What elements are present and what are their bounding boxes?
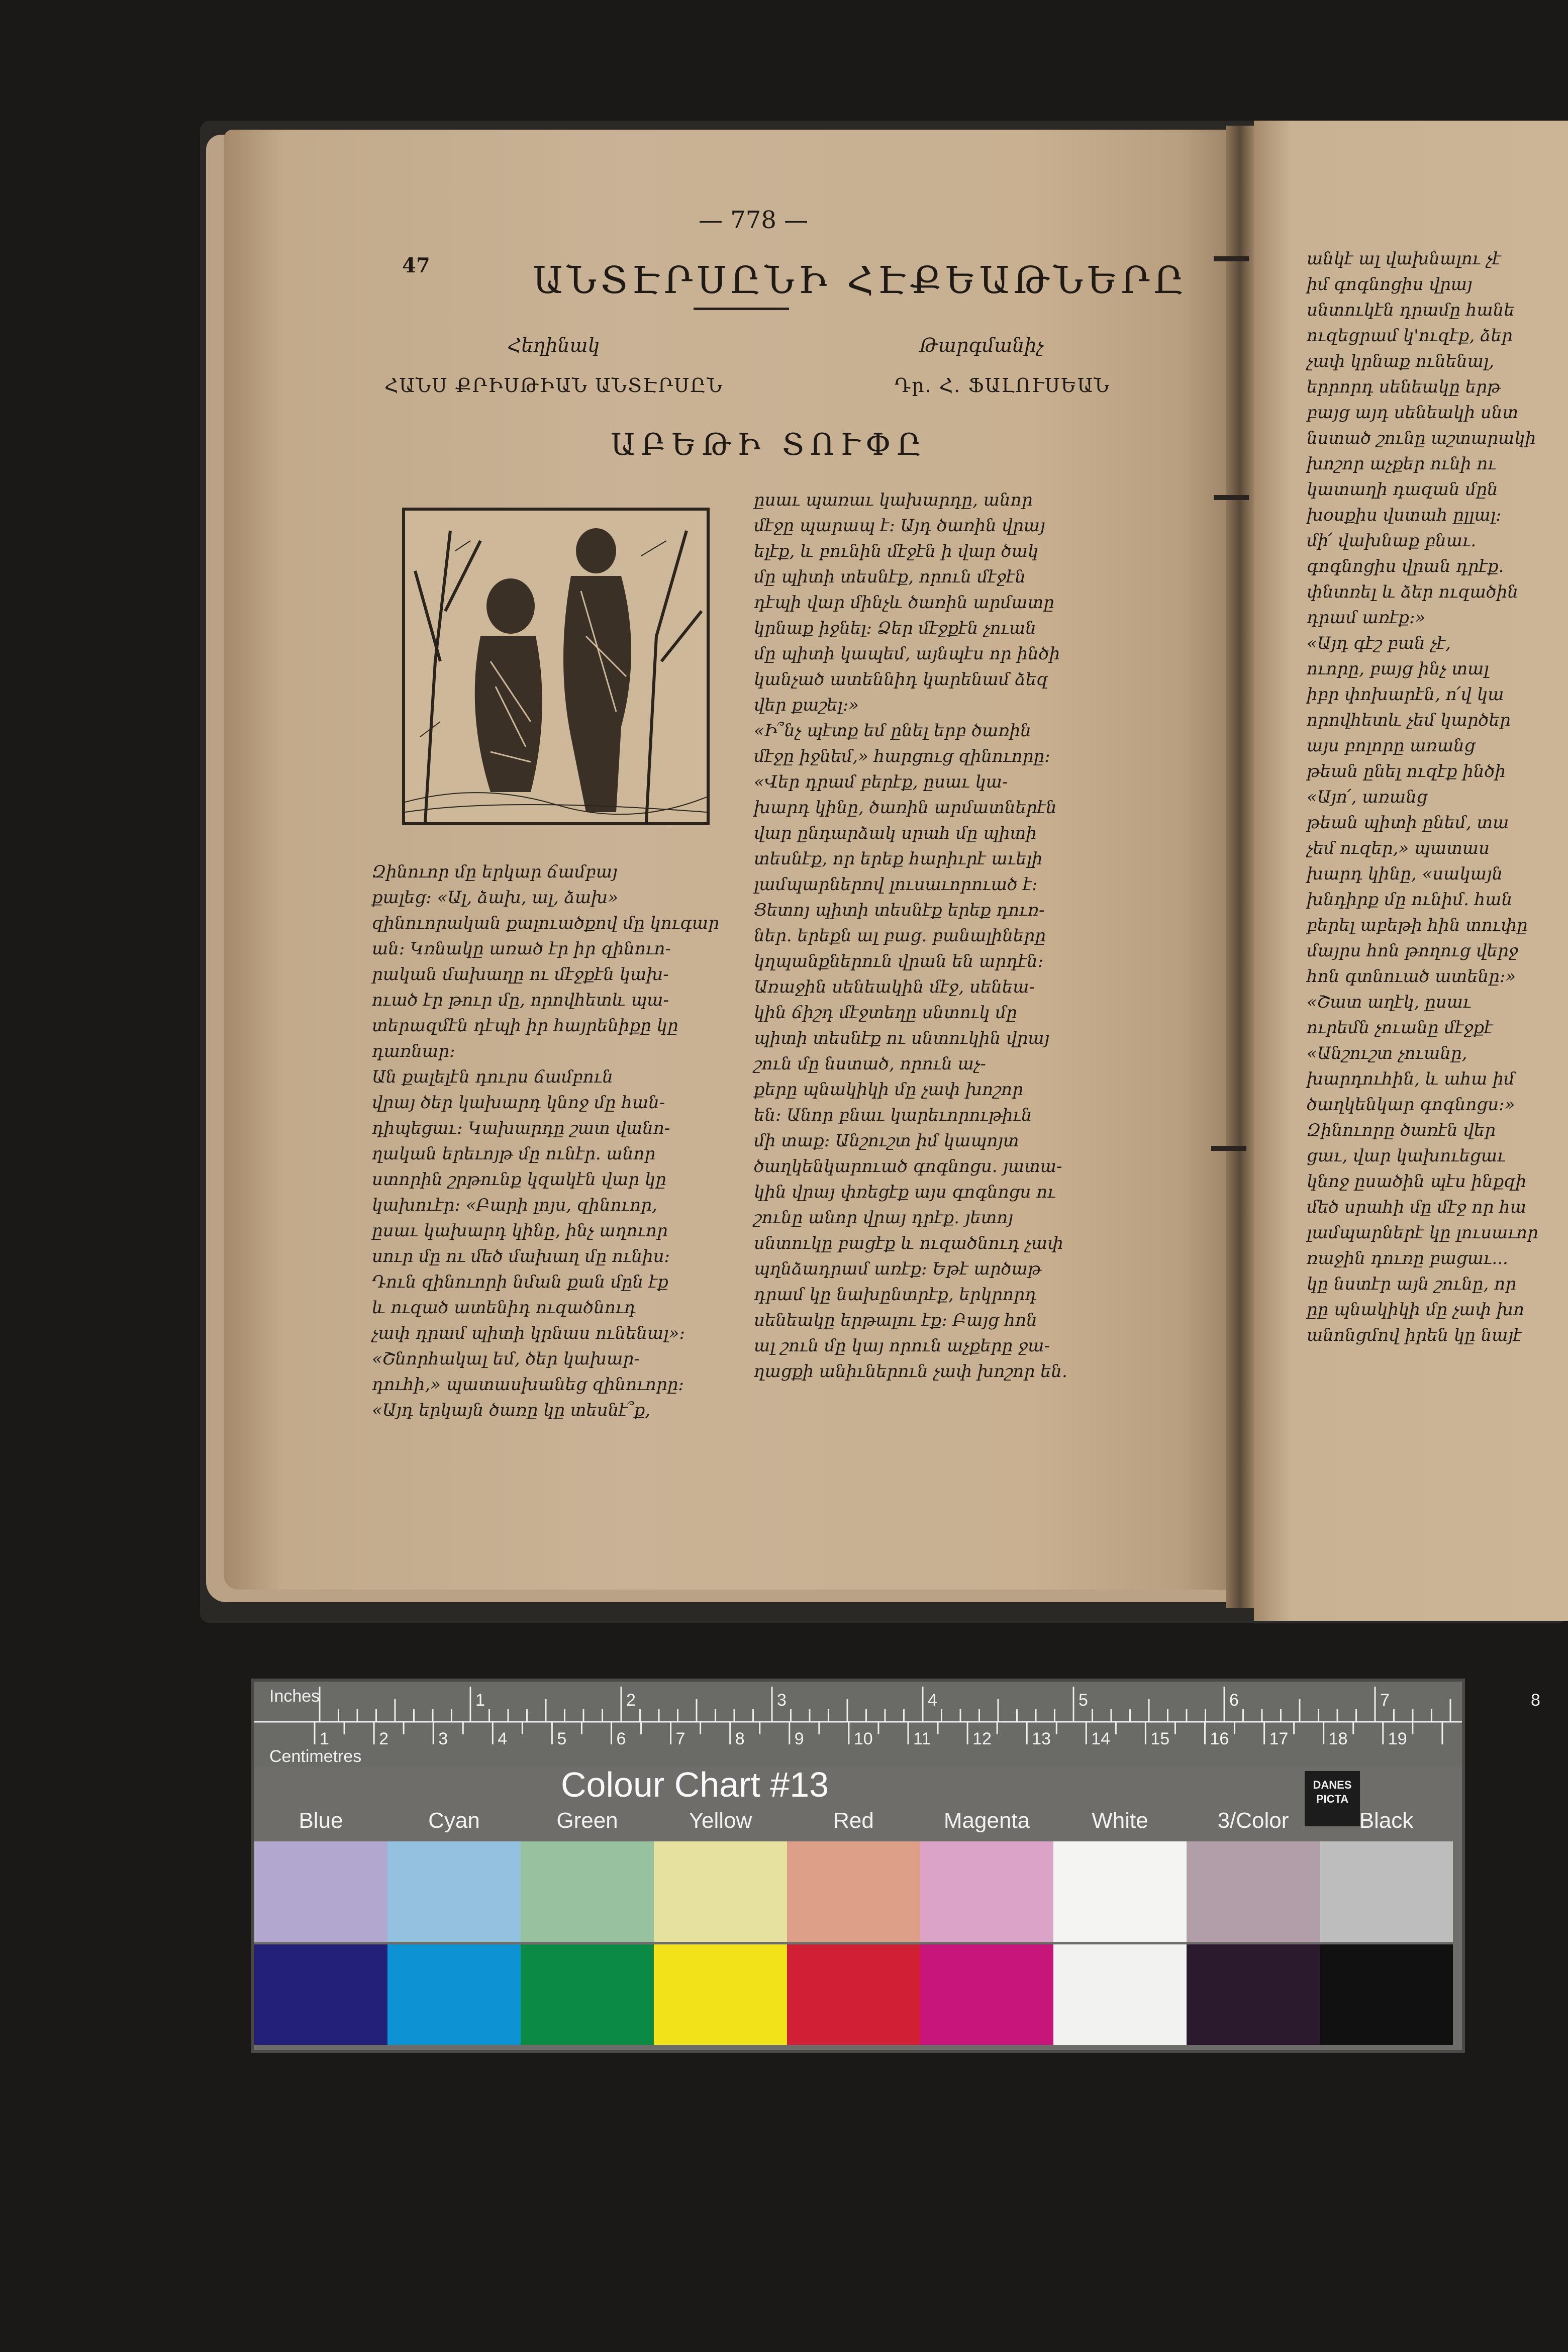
inches-label: Inches	[269, 1687, 320, 1706]
text-line: կատաղի դազան մըն	[1307, 479, 1498, 500]
text-line: անոնցմով իրեն կը նայէ	[1307, 1325, 1522, 1345]
text-line: մը պիտի կապեմ, այնպէս որ ինծի	[754, 644, 1060, 664]
text-line: Զինուոր մը երկար ճամբայ	[372, 862, 618, 882]
series-title: ԱՆՏԷՐՍԸՆԻ ՀԷՔԵԱԹՆԵՐԸ	[533, 259, 1188, 302]
cm-number: 6	[616, 1729, 626, 1748]
inch-number: 1	[475, 1691, 485, 1710]
text-line: զինուորական քալուածքով մը կուգար	[372, 913, 720, 933]
text-line: ծաղկենկարուած գոգնոցս. յատա-	[754, 1156, 1062, 1177]
author-label: Հեղինակ	[508, 334, 600, 356]
colour-swatch-dark	[387, 1944, 521, 2045]
text-line: և ուզած ատենիդ ուզածնուդ	[372, 1298, 636, 1318]
text-line: Դուն զինուորի նման քան մըն էք	[372, 1272, 668, 1292]
text-line: «Այո՛, առանց	[1307, 787, 1428, 807]
text-line: բերել աբեթի հին տուփը	[1307, 915, 1528, 935]
text-line: Ցետոյ պիտի տեսնէք երեք դուռ-	[754, 900, 1045, 920]
text-line: սնտուկը բացէք և ուզածնուդ չափ	[754, 1233, 1063, 1253]
cm-number: 3	[438, 1729, 448, 1748]
text-line: մի տաք: Անշուշտ իմ կապոյտ	[754, 1131, 1019, 1151]
text-line: ուրեմն չուանը մէջքէ	[1307, 1018, 1493, 1038]
colour-swatch-light	[254, 1841, 387, 1942]
colour-swatch-dark	[1187, 1944, 1320, 2045]
swatch-label: Red	[833, 1808, 874, 1833]
inch-number: 8	[1531, 1691, 1540, 1710]
cm-number: 19	[1388, 1729, 1407, 1748]
story-title: ԱԲԵԹԻ ՏՈՒՓԸ	[611, 427, 928, 462]
cm-number: 9	[794, 1729, 804, 1748]
text-line: խարդ կինը, «սակայն	[1307, 864, 1503, 884]
volume-mark: 47	[402, 254, 430, 277]
woodcut-illustration	[402, 508, 710, 825]
text-line: լամպարներէ կը լուսաւոր	[1307, 1223, 1538, 1243]
text-line: նստած շունը աշտարակի	[1307, 428, 1536, 448]
text-line: կնոջ ըսածին պէս ինքզի	[1307, 1171, 1527, 1192]
text-line: դրամ կը նախընտրէք, երկրորդ	[754, 1285, 1037, 1305]
text-line: ուզեցրամ կ'ուզէք, ձեր	[1307, 326, 1513, 346]
text-line: «Այդ գէշ բան չէ,	[1307, 633, 1451, 653]
text-line: ղացքի անիւներուն չափ խոշոր են.	[754, 1361, 1067, 1382]
text-line: ցաւ, վար կախուեցաւ	[1307, 1146, 1506, 1166]
cm-number: 1	[320, 1729, 329, 1748]
swatch-label: Cyan	[428, 1808, 480, 1833]
text-line: վրայ ծեր կախարդ կնոջ մը հան-	[372, 1093, 665, 1113]
text-line: մայրս հոն թողուց վերջ	[1307, 941, 1518, 961]
text-line: ալ շուն մը կայ որուն աչքերը ջա-	[754, 1336, 1050, 1356]
text-line: րական մախաղը ու մէջքէն կախ-	[372, 964, 669, 985]
cm-number: 16	[1210, 1729, 1229, 1748]
text-line: ռաջին դուռը բացաւ...	[1307, 1248, 1508, 1268]
cm-number: 14	[1091, 1729, 1111, 1748]
translator-name: Դր. Հ. ՖԱԼՈՒՍԵԱՆ	[895, 374, 1110, 397]
text-line: «Շատ աղէկ, ըսաւ	[1307, 992, 1472, 1012]
cm-number: 2	[379, 1729, 389, 1748]
text-line: սենեակը երթալու էք: Բայց հոն	[754, 1310, 1037, 1330]
text-line: քերը պնակիկի մը չափ խոշոր	[754, 1080, 1023, 1100]
text-line: ըսաւ կախարդ կինը, ինչ աղուոր	[372, 1221, 668, 1241]
text-line: Զինուորը ծառէն վեր	[1307, 1120, 1496, 1140]
swatch-label: White	[1092, 1808, 1148, 1833]
binding-stitch	[1214, 495, 1249, 500]
cm-number: 12	[972, 1729, 992, 1748]
text-line: կղպանքներուն վրան են արդէն:	[754, 951, 1044, 971]
inch-number: 6	[1229, 1691, 1239, 1710]
text-line: իմ գոգնոցիս վրայ	[1307, 274, 1473, 295]
ruler	[254, 1682, 1540, 1767]
text-line: տերազմէն դէպի իր հայրենիքը կը	[372, 1016, 678, 1036]
swatch-label: Yellow	[689, 1808, 752, 1833]
translator-label: Թարգմանիչ	[920, 334, 1044, 356]
text-line: բայց այդ սենեակի սնտ	[1307, 403, 1518, 423]
text-line: այս բոլորը առանց	[1307, 736, 1476, 756]
text-line: կին վրայ փռեցէք այս գոգնոցս ու	[754, 1182, 1056, 1202]
text-line: ըը պնակիկի մը չափ խո	[1307, 1300, 1525, 1320]
text-line: խարդուհին, և ահա իմ	[1307, 1069, 1515, 1089]
text-line: անկէ ալ վախնալու չէ	[1307, 249, 1501, 269]
text-line: մէջը պարապ է: Այդ ծառին վրայ	[754, 516, 1045, 536]
text-line: ստորին շրթունք կզակէն վար կը	[372, 1169, 666, 1190]
colour-swatch-dark	[920, 1944, 1053, 2045]
text-line: սնտուկէն դրամը հանե	[1307, 300, 1515, 320]
inch-number: 3	[777, 1691, 787, 1710]
text-line: ելէք, և բունին մէջէն ի վար ծակ	[754, 541, 1039, 561]
text-line: ան: Կռնակը առած էր իր զինուո-	[372, 939, 671, 959]
text-column-middle	[754, 487, 1126, 1385]
colour-swatch-light	[1053, 1841, 1187, 1942]
text-line: որովհետև չեմ կարծեր	[1307, 710, 1511, 730]
colour-swatch-dark	[1053, 1944, 1187, 2045]
text-line: մը պիտի տեսնէք, որուն մէջէն	[754, 567, 1026, 587]
text-line: խարդ կինը, ծառին արմատներէն	[754, 798, 1057, 818]
text-line: դիպեցաւ: Կախարդը շատ վանո-	[372, 1118, 670, 1138]
swatch-label: Magenta	[943, 1808, 1030, 1833]
logo-text-line: PICTA	[1316, 1793, 1349, 1805]
text-line: երրորդ սենեակը երթ	[1307, 377, 1501, 397]
text-line: շունը անոր վրայ դրէք. յետոյ	[754, 1208, 1013, 1228]
colour-swatch-light	[1320, 1841, 1453, 1942]
inch-number: 5	[1079, 1691, 1088, 1710]
text-column-right-page	[1307, 246, 1568, 1348]
text-line: շուն մը նստած, որուն աչ-	[754, 1054, 986, 1074]
text-line: դէպի վար մինչև ծառին արմատը	[754, 593, 1054, 613]
cm-number: 7	[675, 1729, 685, 1748]
binding-stitch	[1214, 256, 1249, 261]
text-line: «Ի՞նչ պէտք եմ ընել երբ ծառին	[754, 721, 1031, 741]
text-line: կին ճիշդ մէջտեղը սնտուկ մը	[754, 1003, 1017, 1023]
text-line: Ան քալելէն դուրս ճամբուն	[372, 1067, 613, 1087]
text-line: տեսնէք, որ երեք հարիւրէ աւելի	[754, 849, 1043, 869]
text-line: կը նստէր այն շունը, որ	[1307, 1274, 1517, 1294]
text-line: Առաջին սենեակին մէջ, սենեա-	[754, 977, 1035, 997]
text-line: կախուէր: «Բարի լոյս, զինուոր,	[372, 1195, 657, 1215]
cm-number: 18	[1328, 1729, 1348, 1748]
text-line: ուած էր թուր մը, որովհետև պա-	[372, 990, 669, 1010]
text-line: չափ դրամ պիտի կրնաս ունենալ»:	[372, 1323, 685, 1343]
inch-number: 4	[928, 1691, 937, 1710]
colour-swatch-light	[654, 1841, 787, 1942]
text-line: մեծ սրահի մը մէջ որ հա	[1307, 1197, 1527, 1217]
colour-swatch-light	[1187, 1841, 1320, 1942]
text-column-left	[372, 859, 724, 1423]
colour-swatch-dark	[1320, 1944, 1453, 2045]
text-line: կանչած ատեննիդ կարենամ ձեզ	[754, 669, 1048, 690]
colour-chart	[251, 1679, 1540, 2053]
swatch-label: 3/Color	[1217, 1808, 1289, 1833]
cm-number: 15	[1150, 1729, 1170, 1748]
text-line: չեմ ուզեր,» պատաս	[1307, 838, 1490, 858]
swatch-label: Blue	[299, 1808, 343, 1833]
text-line: ծաղկենկար գոգնոցս:»	[1307, 1095, 1515, 1115]
text-line: խնդիրք մը ունիմ. հան	[1307, 890, 1513, 910]
text-line: ուորը, բայց ինչ տալ	[1307, 659, 1489, 679]
text-line: ղական երեւոյթ մը ունէր. անոր	[372, 1144, 656, 1164]
centimetres-label: Centimetres	[269, 1747, 362, 1766]
text-line: խոշոր աչքեր ունի ու	[1307, 454, 1496, 474]
text-line: թեան ընել ուզէք ինծի	[1307, 761, 1506, 781]
text-line: մի՛ վախնաք բնաւ.	[1307, 531, 1477, 551]
colour-swatch-dark	[521, 1944, 654, 2045]
swatch-grid	[254, 1841, 1462, 2050]
text-line: մէջը իջնեմ,» հարցուց զինուորը:	[754, 746, 1050, 766]
text-line: իբր փոխարէն, ո՛վ կա	[1307, 684, 1504, 705]
colour-swatch-dark	[254, 1944, 387, 2045]
cm-number: 4	[498, 1729, 508, 1748]
text-line: խօսքիս վստահ ըլլալ:	[1307, 505, 1502, 525]
text-line: են: Անոր բնաւ կարեւորութիւն	[754, 1105, 1032, 1125]
text-line: «Այդ երկայն ծառը կը տեսնէ՞ք,	[372, 1400, 651, 1420]
text-line: ներ. երեքն ալ բաց. բանալիները	[754, 926, 1046, 946]
text-line: «Անշուշտ չուանը,	[1307, 1043, 1467, 1063]
text-line: վեր քաշել:»	[754, 695, 859, 715]
colour-swatch-light	[787, 1841, 920, 1942]
colour-swatch-light	[920, 1841, 1053, 1942]
text-line: «Վեր դրամ բերէք, ըսաւ կա-	[754, 772, 1008, 792]
text-line: սուր մը ու մեծ մախաղ մը ունիս:	[372, 1246, 670, 1266]
text-line: չափ կրնաք ունենալ,	[1307, 351, 1495, 371]
cm-number: 17	[1269, 1729, 1289, 1748]
text-line: թեան պիտի ընեմ, տա	[1307, 813, 1509, 833]
title-underline	[694, 308, 789, 310]
text-line: կրնաք իջնել: Ձեր մէջքէն չուան	[754, 618, 1036, 638]
text-line: պղնձադրամ առէք: Եթէ արծաթ	[754, 1259, 1041, 1279]
binding-stitch	[1211, 1146, 1246, 1151]
cm-number: 8	[735, 1729, 745, 1748]
colour-swatch-dark	[654, 1944, 787, 2045]
text-line: «Շնորհակալ եմ, ծեր կախար-	[372, 1349, 640, 1369]
colour-swatch-light	[387, 1841, 521, 1942]
colour-swatch-dark	[787, 1944, 920, 2045]
cm-number: 5	[557, 1729, 567, 1748]
swatch-label: Green	[556, 1808, 618, 1833]
text-line: փնտռել և ձեր ուզածին	[1307, 582, 1519, 602]
cm-number: 11	[913, 1729, 931, 1748]
text-line: լամպարներով լուսաւորուած է:	[754, 874, 1038, 895]
swatch-label: Black	[1359, 1808, 1414, 1833]
text-line: դառնար:	[372, 1041, 455, 1061]
text-line: ըսաւ պառաւ կախարդը, անոր	[754, 490, 1033, 510]
cm-number: 13	[1032, 1729, 1051, 1748]
colour-chart-title: Colour Chart #13	[561, 1765, 829, 1804]
inch-number: 7	[1380, 1691, 1390, 1710]
inch-number: 2	[626, 1691, 636, 1710]
book-gutter	[1226, 126, 1256, 1608]
text-line: պիտի տեսնէք ու սնտուկին վրայ	[754, 1028, 1050, 1048]
text-line: վար ընդարձակ սրահ մը պիտի	[754, 823, 1037, 843]
text-line: հոն գտնուած ատենը:»	[1307, 966, 1516, 987]
text-line: դրամ առէք:»	[1307, 608, 1426, 628]
swatch-names	[254, 1808, 1462, 1838]
logo-text-line: DANES	[1313, 1779, 1352, 1791]
text-line: քալեց: «Ալ, ձախ, ալ, ձախ»	[372, 888, 619, 908]
colour-swatch-light	[521, 1841, 654, 1942]
page-number: — 778 —	[699, 206, 809, 234]
text-line: գոգնոցիս վրան դրէք.	[1307, 556, 1504, 576]
author-name: ՀԱՆՍ ՔՐԻՍԹԻԱՆ ԱՆՏԷՐՍԸՆ	[384, 374, 723, 397]
cm-number: 10	[853, 1729, 873, 1748]
text-line: դուհի,» պատասխանեց զինուորը:	[372, 1375, 684, 1395]
